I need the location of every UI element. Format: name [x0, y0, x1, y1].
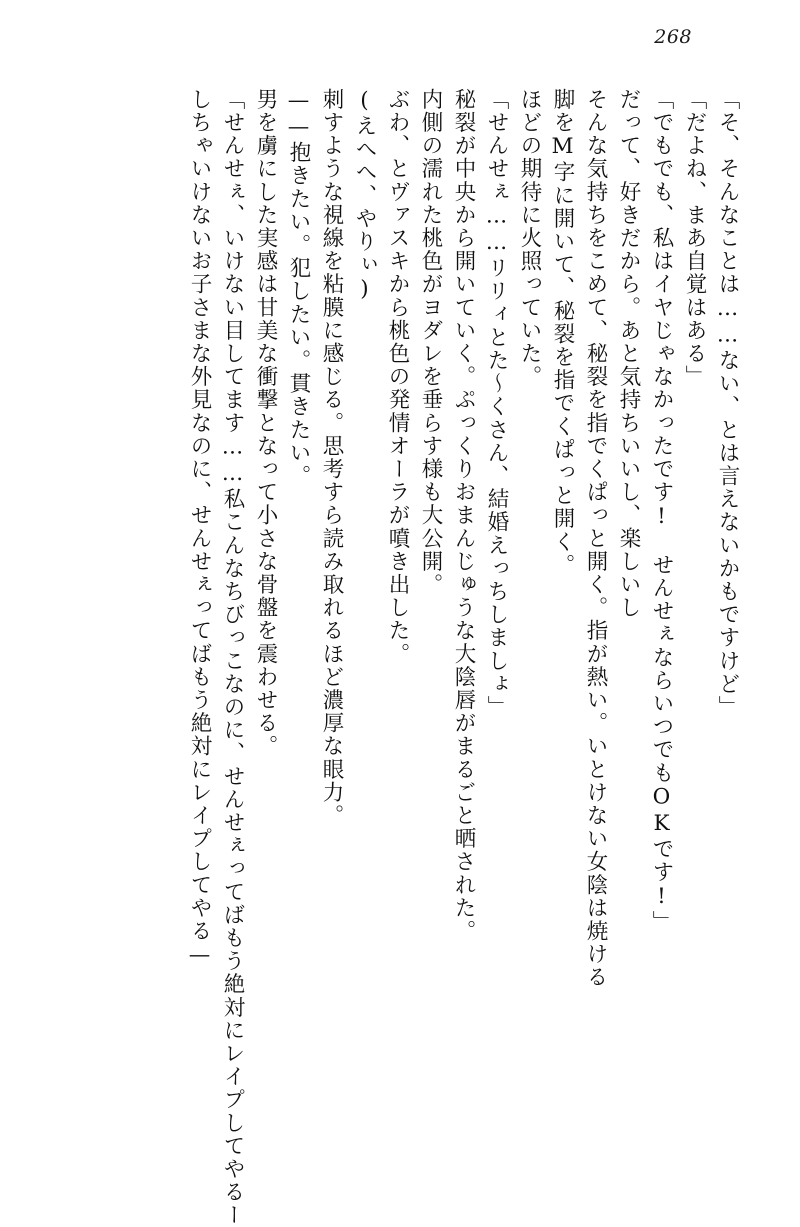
text-column: 脚をM字に開いて、秘裂を指でくぱっと開く。: [550, 88, 575, 577]
page-number: 268: [654, 26, 692, 48]
text-column: 男を虜にした実感は甘美な衝撃となって小さな骨盤を震わせる。: [253, 88, 278, 758]
text-column: しちゃいけないお子さまな外見なのに、せんせぇってばもう絶対にレイプしてやる—: [187, 88, 212, 970]
text-column: 「せんせぇ……リリィとた〜くさん、結婚えっちしましょ」: [484, 88, 509, 719]
text-column: (えへへ、やりぃ): [352, 88, 377, 303]
text-column: そんな気持ちをこめて、秘裂を指でくぱっと開く。指が熱い。いとけない女陰は焼ける: [583, 88, 608, 989]
text-column: 「せんせぇ、いけない目してます……私こんなちびっこなのに、せんせぇってばもう絶対にレイプしてやるー: [220, 88, 245, 1227]
text-column: 「でもでも、私はイヤじゃなかったです! せんせぇならいつでもOKです!」: [649, 88, 674, 934]
text-column: ほどの期待に火照っていた。: [517, 88, 542, 389]
text-column: ——抱きたい。犯したい。貫きたい。: [286, 88, 311, 488]
text-column: 刺すような視線を粘膜に感じる。思考すら読み取れるほど濃厚な眼力。: [319, 88, 344, 828]
text-column: ぶわ、とヴァスキから桃色の発情オーラが噴き出した。: [385, 88, 410, 666]
text-column: だって、好きだから。あと気持ちいいし、楽しいし: [616, 88, 641, 620]
text-column: 「だよね、まあ自覚はある」: [682, 88, 707, 389]
vertical-text-block: [177, 88, 740, 1227]
text-column: 秘裂が中央から開いていく。ぷっくりおまんじゅうな大陰唇がまるごと晒された。: [451, 88, 476, 943]
text-column: 内側の濡れた桃色がヨダレを垂らす様も大公開。: [418, 88, 443, 597]
text-column: 「そ、そんなことは……ない、とは言えないかもですけど」: [715, 88, 740, 719]
